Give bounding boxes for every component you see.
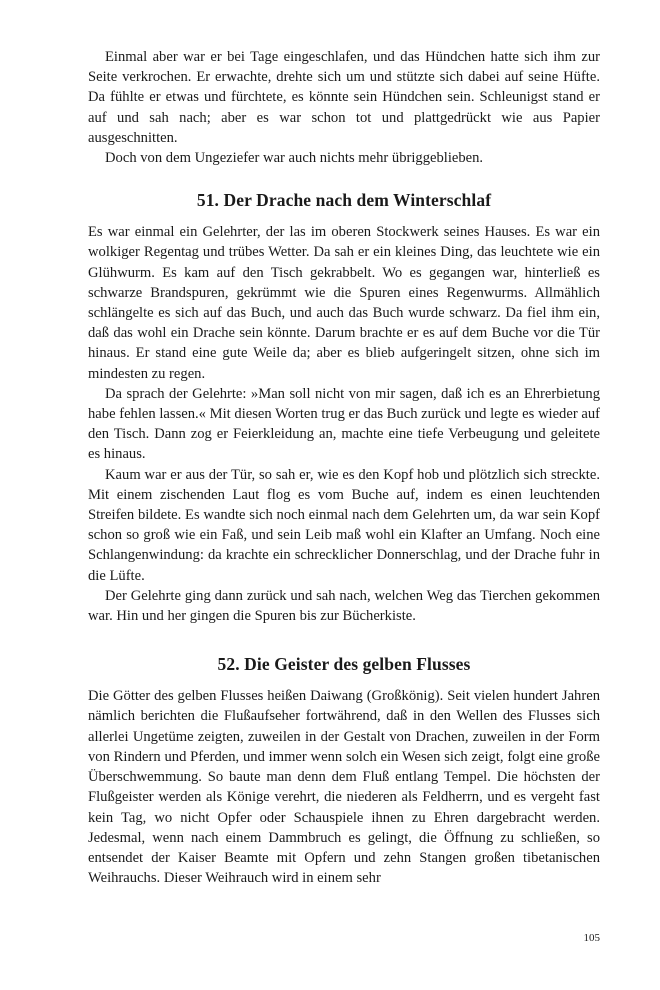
book-page [88,47,600,888]
paragraph: Doch von dem Ungeziefer war auch nichts mehr übriggeblieben. [105,150,484,167]
section-title: 52. Die Geister des gelben Flusses [217,654,471,675]
paragraph: Da sprach der Gelehrte: »Man soll nicht von mir sagen, daß ich es an Ehrerbietung habe fehlen lassen.« Mit diesen Worten trug er das Buch zurück und legte es wieder auf den Tisch. Dann zog er Feierkleidung an, machte eine tiefe Verbeugung und geleitete es hinaus. [88,385,600,463]
section-title: 51. Der Drache nach dem Winterschlaf [196,190,492,211]
paragraph: Kaum war er aus der Tür, so sah er, wie es den Kopf hob und plötzlich sich streckte. Mit einem zischenden Laut flog es vom Buche auf, indem es einen leuchtenden Streifen bildete. Es wandte sich noch einmal nach dem Gelehrten um, da war sein Kopf schon so groß wie ein Faß, und sein Leib maß wohl ein Klafter an Umfang. Noch eine Schlangenwindung: da krachte ein schrecklicher Donnerschlag, und der Drache fuhr in die Lüfte. [88,466,600,584]
page-number: 105 [583,932,600,944]
paragraph: Einmal aber war er bei Tage eingeschlafen, und das Hündchen hatte sich ihm zur Seite verkrochen. Er erwachte, drehte sich um und stützte sich dabei auf seine Hüfte. Da fühlte er etwas und fürchtete, es könnte sein Hündchen sein. Schleunigst stand er auf und sah nach; aber es war schon tot und plattgedrückt wie aus Papier ausgeschnitten. [88,49,600,146]
paragraph: Der Gelehrte ging dann zurück und sah nach, welchen Weg das Tierchen gekommen war. Hin und her gingen die Spuren bis zur Bücherkiste. [88,587,600,625]
paragraph: Die Götter des gelben Flusses heißen Daiwang (Großkönig). Seit vielen hundert Jahren nämlich berichten die Flußaufseher fortwährend, daß in den Wellen des Flusses sich allerlei Ungetüme zeigten, zuweilen in der Gestalt von Drachen, zuweilen in der Form von Rindern und Pferden, und immer wenn solch ein Wesen sich zeigt, folgt eine große Überschwemmung. So baute man denn dem Fluß entlang Tempel. Die höchsten der Flußgeister werden als Könige verehrt, die niederen als Feldherrn, und es vergeht fast kein Tag, wo nicht Opfer oder Schauspiele ihnen zu Ehren dargebracht werden. Jedesmal, wenn nach einem Dammbruch es gelingt, die Öffnung zu schließen, so entsendet der Kaiser Beamte mit Opfern und zehn Stangen großen tibetanischen Weihrauchs. Dieser Weihrauch wird in einem sehr [88,688,600,887]
paragraph: Es war einmal ein Gelehrter, der las im oberen Stockwerk seines Hauses. Es war ein wolkiger Regentag und trübes Wetter. Da sah er ein kleines Ding, das leuchtete wie ein Glühwurm. Es kam auf den Tisch gekrabbelt. Wo es gegangen war, hinterließ es schwarze Brandspuren, gekrümmt wie die Spuren eines Regenwurms. Allmählich schlängelte es sich auf das Buch, und auch das Buch wurde schwarz. Da fiel ihm ein, daß das wohl ein Drache sein könnte. Darum brachte er es auf dem Buche vor die Tür hinaus. Er stand eine gute Weile da; aber es blieb aufgeringelt sitzen, ohne sich im mindesten zu regen. [88,224,600,382]
